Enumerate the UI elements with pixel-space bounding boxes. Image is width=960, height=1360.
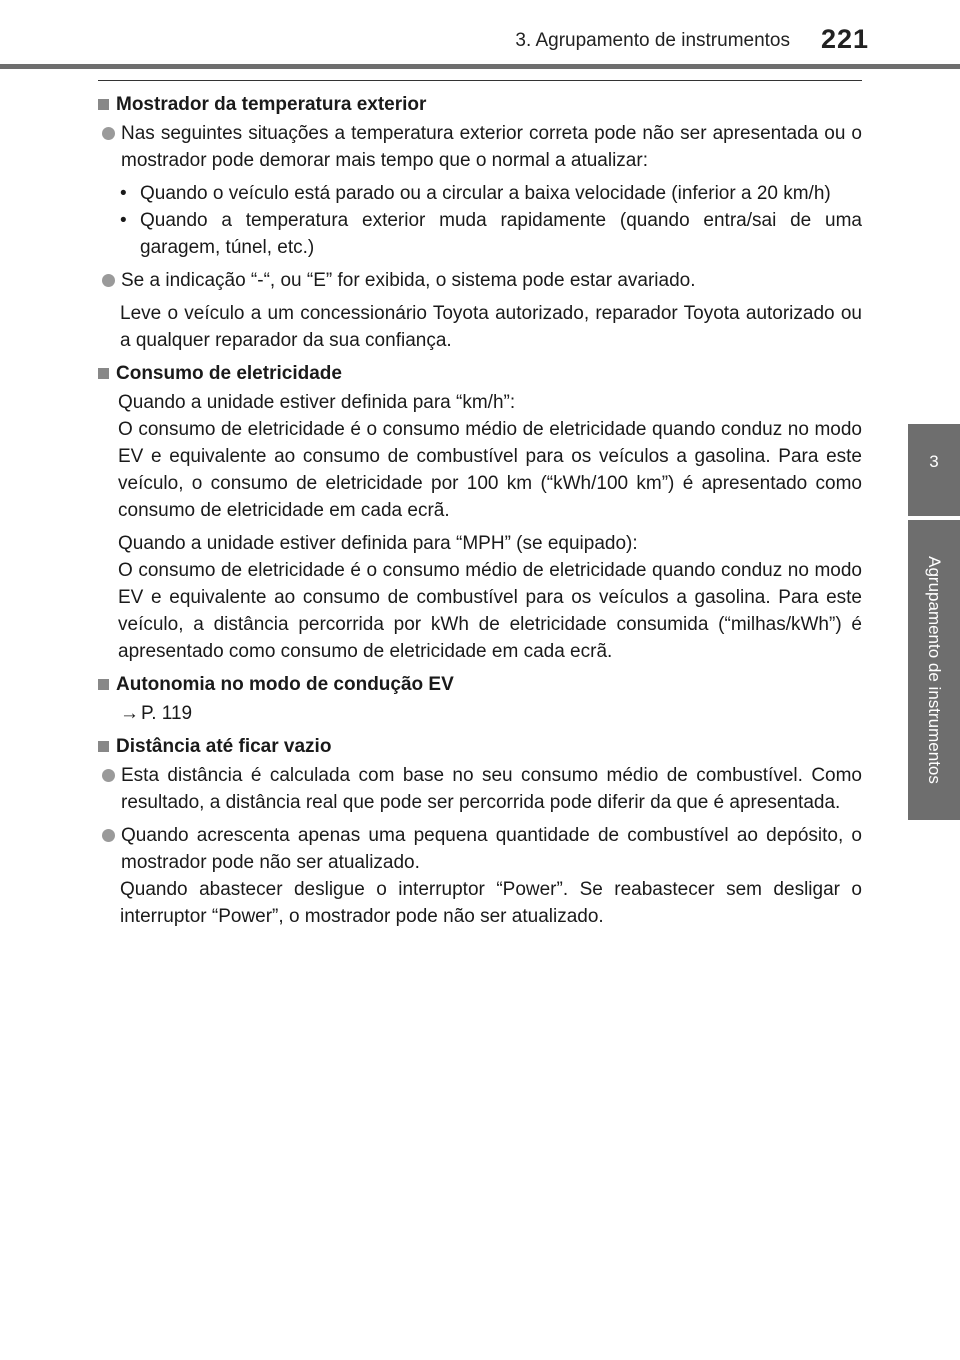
bullet-item — [98, 822, 862, 876]
sub-bullet-item — [98, 180, 862, 207]
section-title: Distância até ficar vazio — [116, 736, 332, 757]
paragraph: Quando a unidade estiver definida para “MPH” (se equipado): — [118, 533, 638, 554]
arrow-right-icon: → — [120, 703, 139, 724]
content-top-rule — [98, 80, 862, 81]
sub-bullet-mark: • — [120, 183, 127, 204]
paragraph: O consumo de eletricidade é o consumo médio de eletricidade quando conduz no modo EV e equivalente ao consumo de combustível para os veículos a gasolina. Para este veículo, a distância percorrida por kWh de eletricidade consumida (“milhas/kWh”) é apresentado como consumo de eletricidade em cada ecrã. — [118, 560, 862, 662]
section-heading — [98, 733, 862, 760]
page-number: 221 — [820, 24, 870, 54]
chapter-title: 3. Agrupamento de instrumentos — [515, 30, 790, 51]
section-electricity-consumption — [98, 360, 862, 665]
bullet-note: Leve o veículo a um concessionário Toyota autorizado, reparador Toyota autorizado ou a qualquer reparador da sua confiança. — [120, 303, 862, 351]
bullet-text: Se a indicação “-“, ou “E” for exibida, o sistema pode estar avariado. — [121, 270, 696, 291]
paragraph: Quando a unidade estiver definida para “km/h”: — [118, 392, 516, 413]
header-rule — [0, 64, 960, 69]
section-title: Autonomia no modo de condução EV — [116, 674, 454, 695]
section-title: Mostrador da temperatura exterior — [116, 94, 427, 115]
page-content — [98, 80, 862, 936]
circle-bullet-icon — [102, 274, 115, 287]
section-heading — [98, 671, 862, 698]
bullet-text: Nas seguintes situações a temperatura exterior correta pode não ser apresentada ou o mostrador pode demorar mais tempo que o normal a atualizar: — [121, 123, 862, 171]
square-bullet-icon — [98, 99, 109, 110]
section-ev-range — [98, 671, 862, 727]
bullet-text: Quando acrescenta apenas uma pequena quantidade de combustível ao depósito, o mostrador pode não ser atualizado. — [121, 825, 862, 873]
section-distance-to-empty — [98, 733, 862, 930]
chapter-side-label: Agrupamento de instrumentos — [925, 556, 944, 784]
sub-bullet-mark: • — [120, 210, 127, 231]
page-reference-text: P. 119 — [141, 703, 193, 724]
sub-bullet-item — [98, 207, 862, 261]
bullet-item — [98, 762, 862, 816]
chapter-tab-number: 3 — [929, 452, 939, 471]
square-bullet-icon — [98, 679, 109, 690]
paragraph: O consumo de eletricidade é o consumo médio de eletricidade quando conduz no modo EV e equivalente ao consumo de combustível para os veículos a gasolina. Para este veículo, o consumo de eletricidade por 100 km (“kWh/100 km”) é apresentado como consumo de eletricidade em cada ecrã. — [118, 419, 862, 521]
bullet-text: Esta distância é calculada com base no seu consumo médio de combustível. Como resultado, a distância real que pode ser percorrida pode diferir da que é apresentada. — [121, 765, 862, 813]
bullet-item — [98, 120, 862, 174]
sub-bullet-text: Quando o veículo está parado ou a circular a baixa velocidade (inferior a 20 km/h) — [140, 183, 831, 204]
circle-bullet-icon — [102, 769, 115, 782]
bullet-note: Quando abastecer desligue o interruptor “Power”. Se reabastecer sem desligar o interruptor “Power”, o mostrador pode não ser atualizado. — [120, 879, 862, 927]
section-heading — [98, 91, 862, 118]
circle-bullet-icon — [102, 127, 115, 140]
circle-bullet-icon — [102, 829, 115, 842]
bullet-item — [98, 267, 862, 294]
page-reference[interactable] — [98, 700, 862, 727]
section-heading — [98, 360, 862, 387]
square-bullet-icon — [98, 741, 109, 752]
sub-bullet-text: Quando a temperatura exterior muda rapidamente (quando entra/sai de uma garagem, túnel, etc.) — [140, 210, 862, 258]
section-title: Consumo de eletricidade — [116, 363, 342, 384]
chapter-tab — [908, 424, 960, 516]
square-bullet-icon — [98, 368, 109, 379]
section-outside-temperature — [98, 91, 862, 354]
